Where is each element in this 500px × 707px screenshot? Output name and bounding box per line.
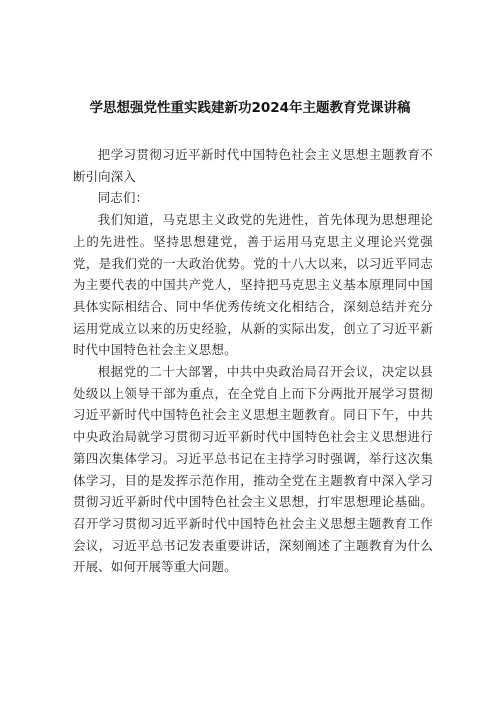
document-title: 学思想强党性重实践建新功2024年主题教育党课讲稿 — [89, 100, 411, 116]
paragraph-salutation: 同志们： — [97, 190, 149, 206]
paragraph-1: 我们知道，马克思主义政党的先进性，首先体现为思想理论上的先进性。坚持思想建党，善于运用马克思主义理论兴党强党，是我们党的一大政治优势。党的十八大以来，以习近平同志为主要代表的中国共产党人，坚持把马克思主义基本原理同中国具体实际相结合、同中华优秀传统文化相结合，深刻总结并充分运用党成立以来的历史经验，从新的实际出发，创立了习近平新时代中国特色社会主义思想。 — [73, 212, 433, 358]
document-body — [73, 144, 433, 578]
paragraph-subtitle: 把学习贯彻习近平新时代中国特色社会主义思想主题教育不断引向深入 — [73, 147, 433, 184]
paragraph-2: 根据党的二十大部署，中共中央政治局召开会议，决定以县处级以上领导干部为重点，在全党自上而下分两批开展学习贯彻习近平新时代中国特色社会主义思想主题教育。同日下午，中共中央政治局就学习贯彻习近平新时代中国特色社会主义思想进行第四次集体学习。习近平总书记在主持学习时强调，举行这次集体学习，目的是发挥示范作用，推动全党在主题教育中深入学习贯彻习近平新时代中国特色社会主义思想，打牢思想理论基础。召开学习贯彻习近平新时代中国特色社会主义思想主题教育工作会议，习近平总书记发表重要讲话，深刻阐述了主题教育为什么开展、如何开展等重大问题。 — [73, 364, 433, 575]
